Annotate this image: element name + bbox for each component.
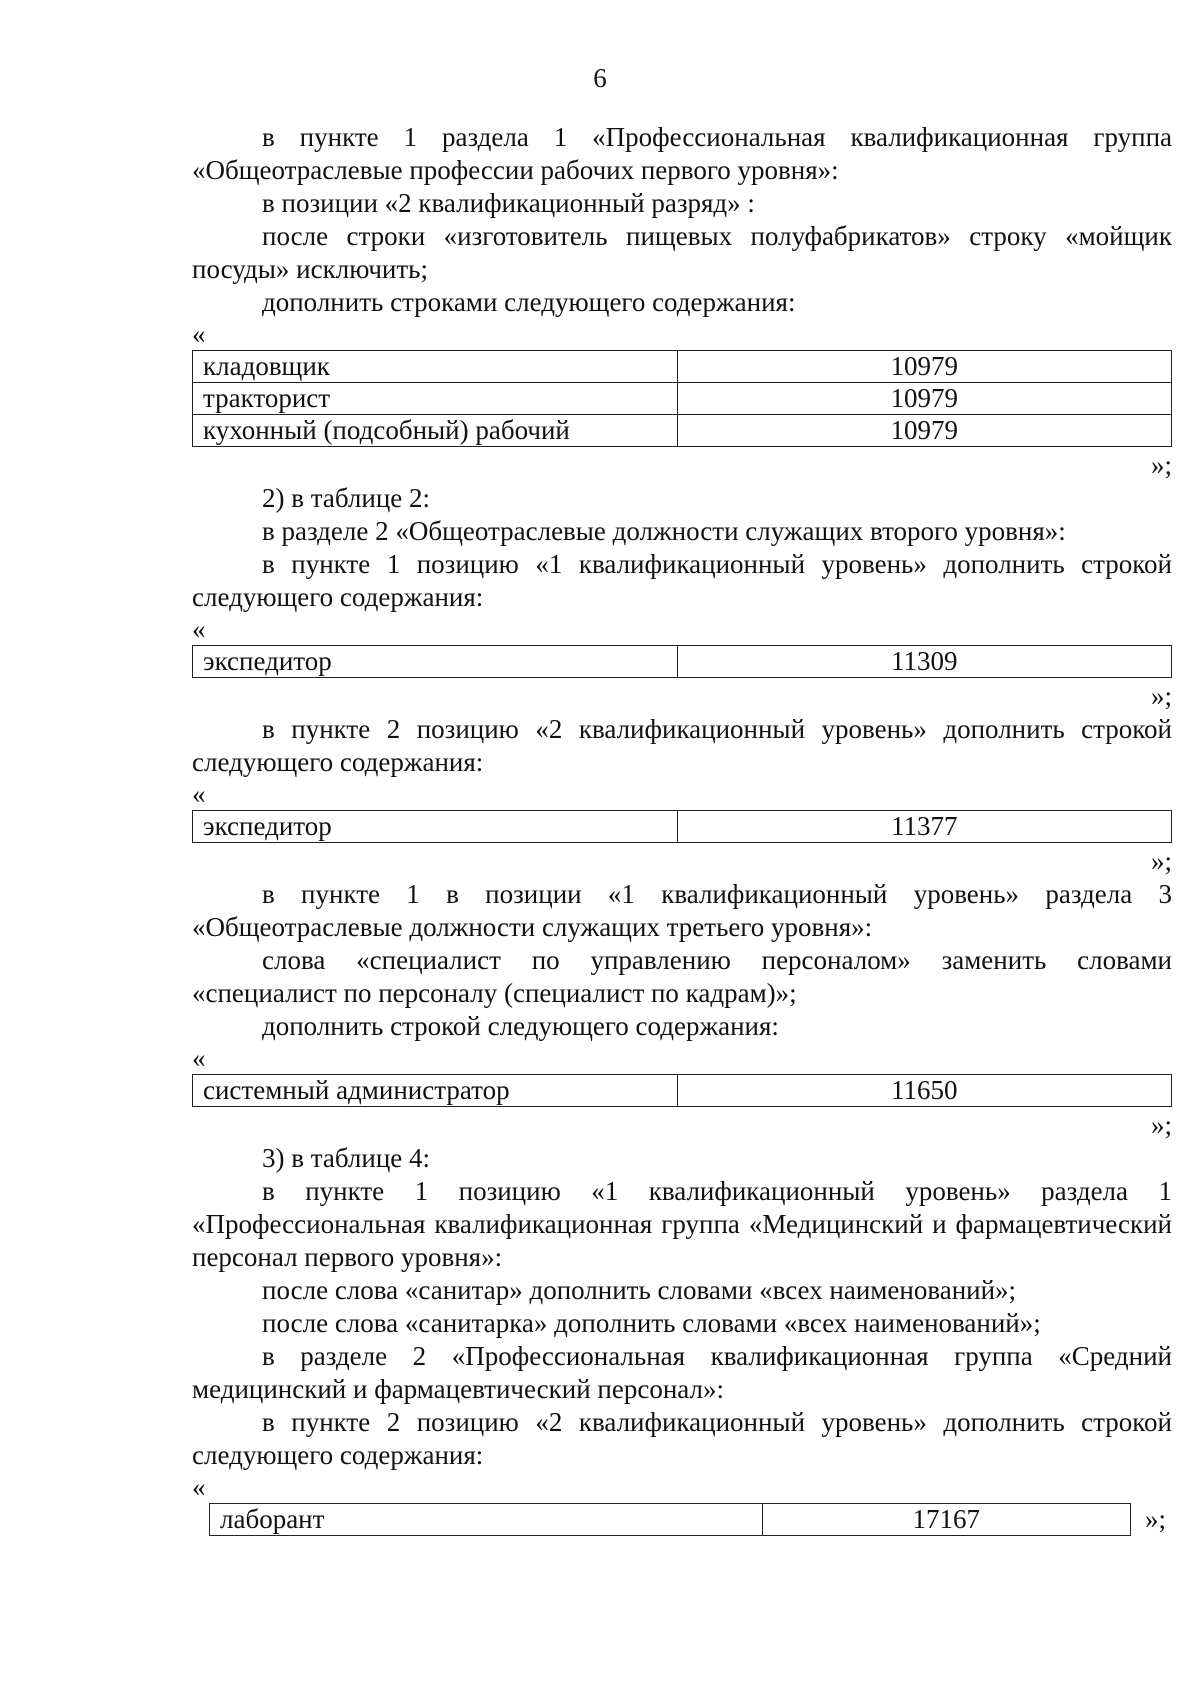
table-cell-name: кухонный (подсобный) рабочий bbox=[193, 415, 678, 447]
close-quote: »; bbox=[1145, 1504, 1167, 1534]
table-cell-value: 10979 bbox=[677, 383, 1171, 415]
open-quote: « bbox=[192, 1043, 206, 1073]
table-row bbox=[193, 1075, 1172, 1107]
table-row bbox=[193, 415, 1172, 447]
insert-table-3 bbox=[192, 810, 1172, 843]
paragraph: слова «специалист по управлению персоналом» заменить словами «специалист по персоналу (специалист по кадрам)»; bbox=[192, 945, 1172, 1008]
close-quote: »; bbox=[1150, 846, 1172, 876]
insert-table-1 bbox=[192, 350, 1172, 447]
paragraph: 2) в таблице 2: bbox=[262, 483, 431, 513]
table-row bbox=[193, 383, 1172, 415]
paragraph: после слова «санитарка» дополнить словами «всех наименований»; bbox=[262, 1308, 1041, 1338]
table-cell-value: 11377 bbox=[677, 811, 1171, 843]
table-row bbox=[210, 1504, 1131, 1536]
table-cell-value: 11650 bbox=[677, 1075, 1171, 1107]
table-cell-name: тракторист bbox=[193, 383, 678, 415]
close-quote: »; bbox=[1150, 450, 1172, 480]
paragraph: в пункте 2 позицию «2 квалификационный уровень» дополнить строкой следующего содержания: bbox=[192, 1407, 1172, 1470]
table-row bbox=[193, 351, 1172, 383]
insert-table-4 bbox=[192, 1074, 1172, 1107]
table-cell-name: системный администратор bbox=[193, 1075, 678, 1107]
table-cell-value: 17167 bbox=[762, 1504, 1130, 1536]
table-cell-name: экспедитор bbox=[193, 811, 678, 843]
open-quote: « bbox=[192, 614, 206, 644]
paragraph: в пункте 1 в позиции «1 квалификационный уровень» раздела 3 «Общеотраслевые должности служащих третьего уровня»: bbox=[192, 879, 1172, 942]
open-quote: « bbox=[192, 1472, 206, 1502]
table-cell-name: экспедитор bbox=[193, 646, 678, 678]
table-cell-value: 11309 bbox=[677, 646, 1171, 678]
paragraph: после строки «изготовитель пищевых полуфабрикатов» строку «мойщик посуды» исключить; bbox=[192, 221, 1172, 284]
close-quote: »; bbox=[1150, 1110, 1172, 1140]
paragraph: в пункте 2 позицию «2 квалификационный уровень» дополнить строкой следующего содержания: bbox=[192, 714, 1172, 777]
paragraph: в позиции «2 квалификационный разряд» : bbox=[262, 188, 755, 218]
insert-table-5 bbox=[209, 1503, 1131, 1536]
table-cell-name: кладовщик bbox=[193, 351, 678, 383]
insert-table-2 bbox=[192, 645, 1172, 678]
close-quote: »; bbox=[1150, 681, 1172, 711]
open-quote: « bbox=[192, 779, 206, 809]
open-quote: « bbox=[192, 319, 206, 349]
paragraph: в пункте 1 позицию «1 квалификационный уровень» дополнить строкой следующего содержания: bbox=[192, 549, 1172, 612]
paragraph: в разделе 2 «Общеотраслевые должности служащих второго уровня»: bbox=[262, 516, 1066, 546]
insert-row-5 bbox=[209, 1503, 1172, 1536]
paragraph: в пункте 1 позицию «1 квалификационный уровень» раздела 1 «Профессиональная квалификационная группа «Медицинский и фармацевтический персонал первого уровня»: bbox=[192, 1176, 1172, 1272]
paragraph: в разделе 2 «Профессиональная квалификационная группа «Средний медицинский и фармацевтический персонал»: bbox=[192, 1341, 1172, 1404]
paragraph: после слова «санитар» дополнить словами «всех наименований»; bbox=[262, 1275, 1017, 1305]
table-row bbox=[193, 811, 1172, 843]
table-cell-value: 10979 bbox=[677, 415, 1171, 447]
table-cell-name: лаборант bbox=[210, 1504, 763, 1536]
page-number: 6 bbox=[593, 63, 607, 93]
table-row bbox=[193, 646, 1172, 678]
paragraph: дополнить строками следующего содержания: bbox=[262, 287, 796, 317]
table-cell-value: 10979 bbox=[677, 351, 1171, 383]
paragraph: дополнить строкой следующего содержания: bbox=[262, 1011, 779, 1041]
document-body bbox=[192, 121, 1172, 1536]
paragraph: в пункте 1 раздела 1 «Профессиональная квалификационная группа «Общеотраслевые профессии рабочих первого уровня»: bbox=[192, 122, 1172, 185]
paragraph: 3) в таблице 4: bbox=[262, 1143, 431, 1173]
